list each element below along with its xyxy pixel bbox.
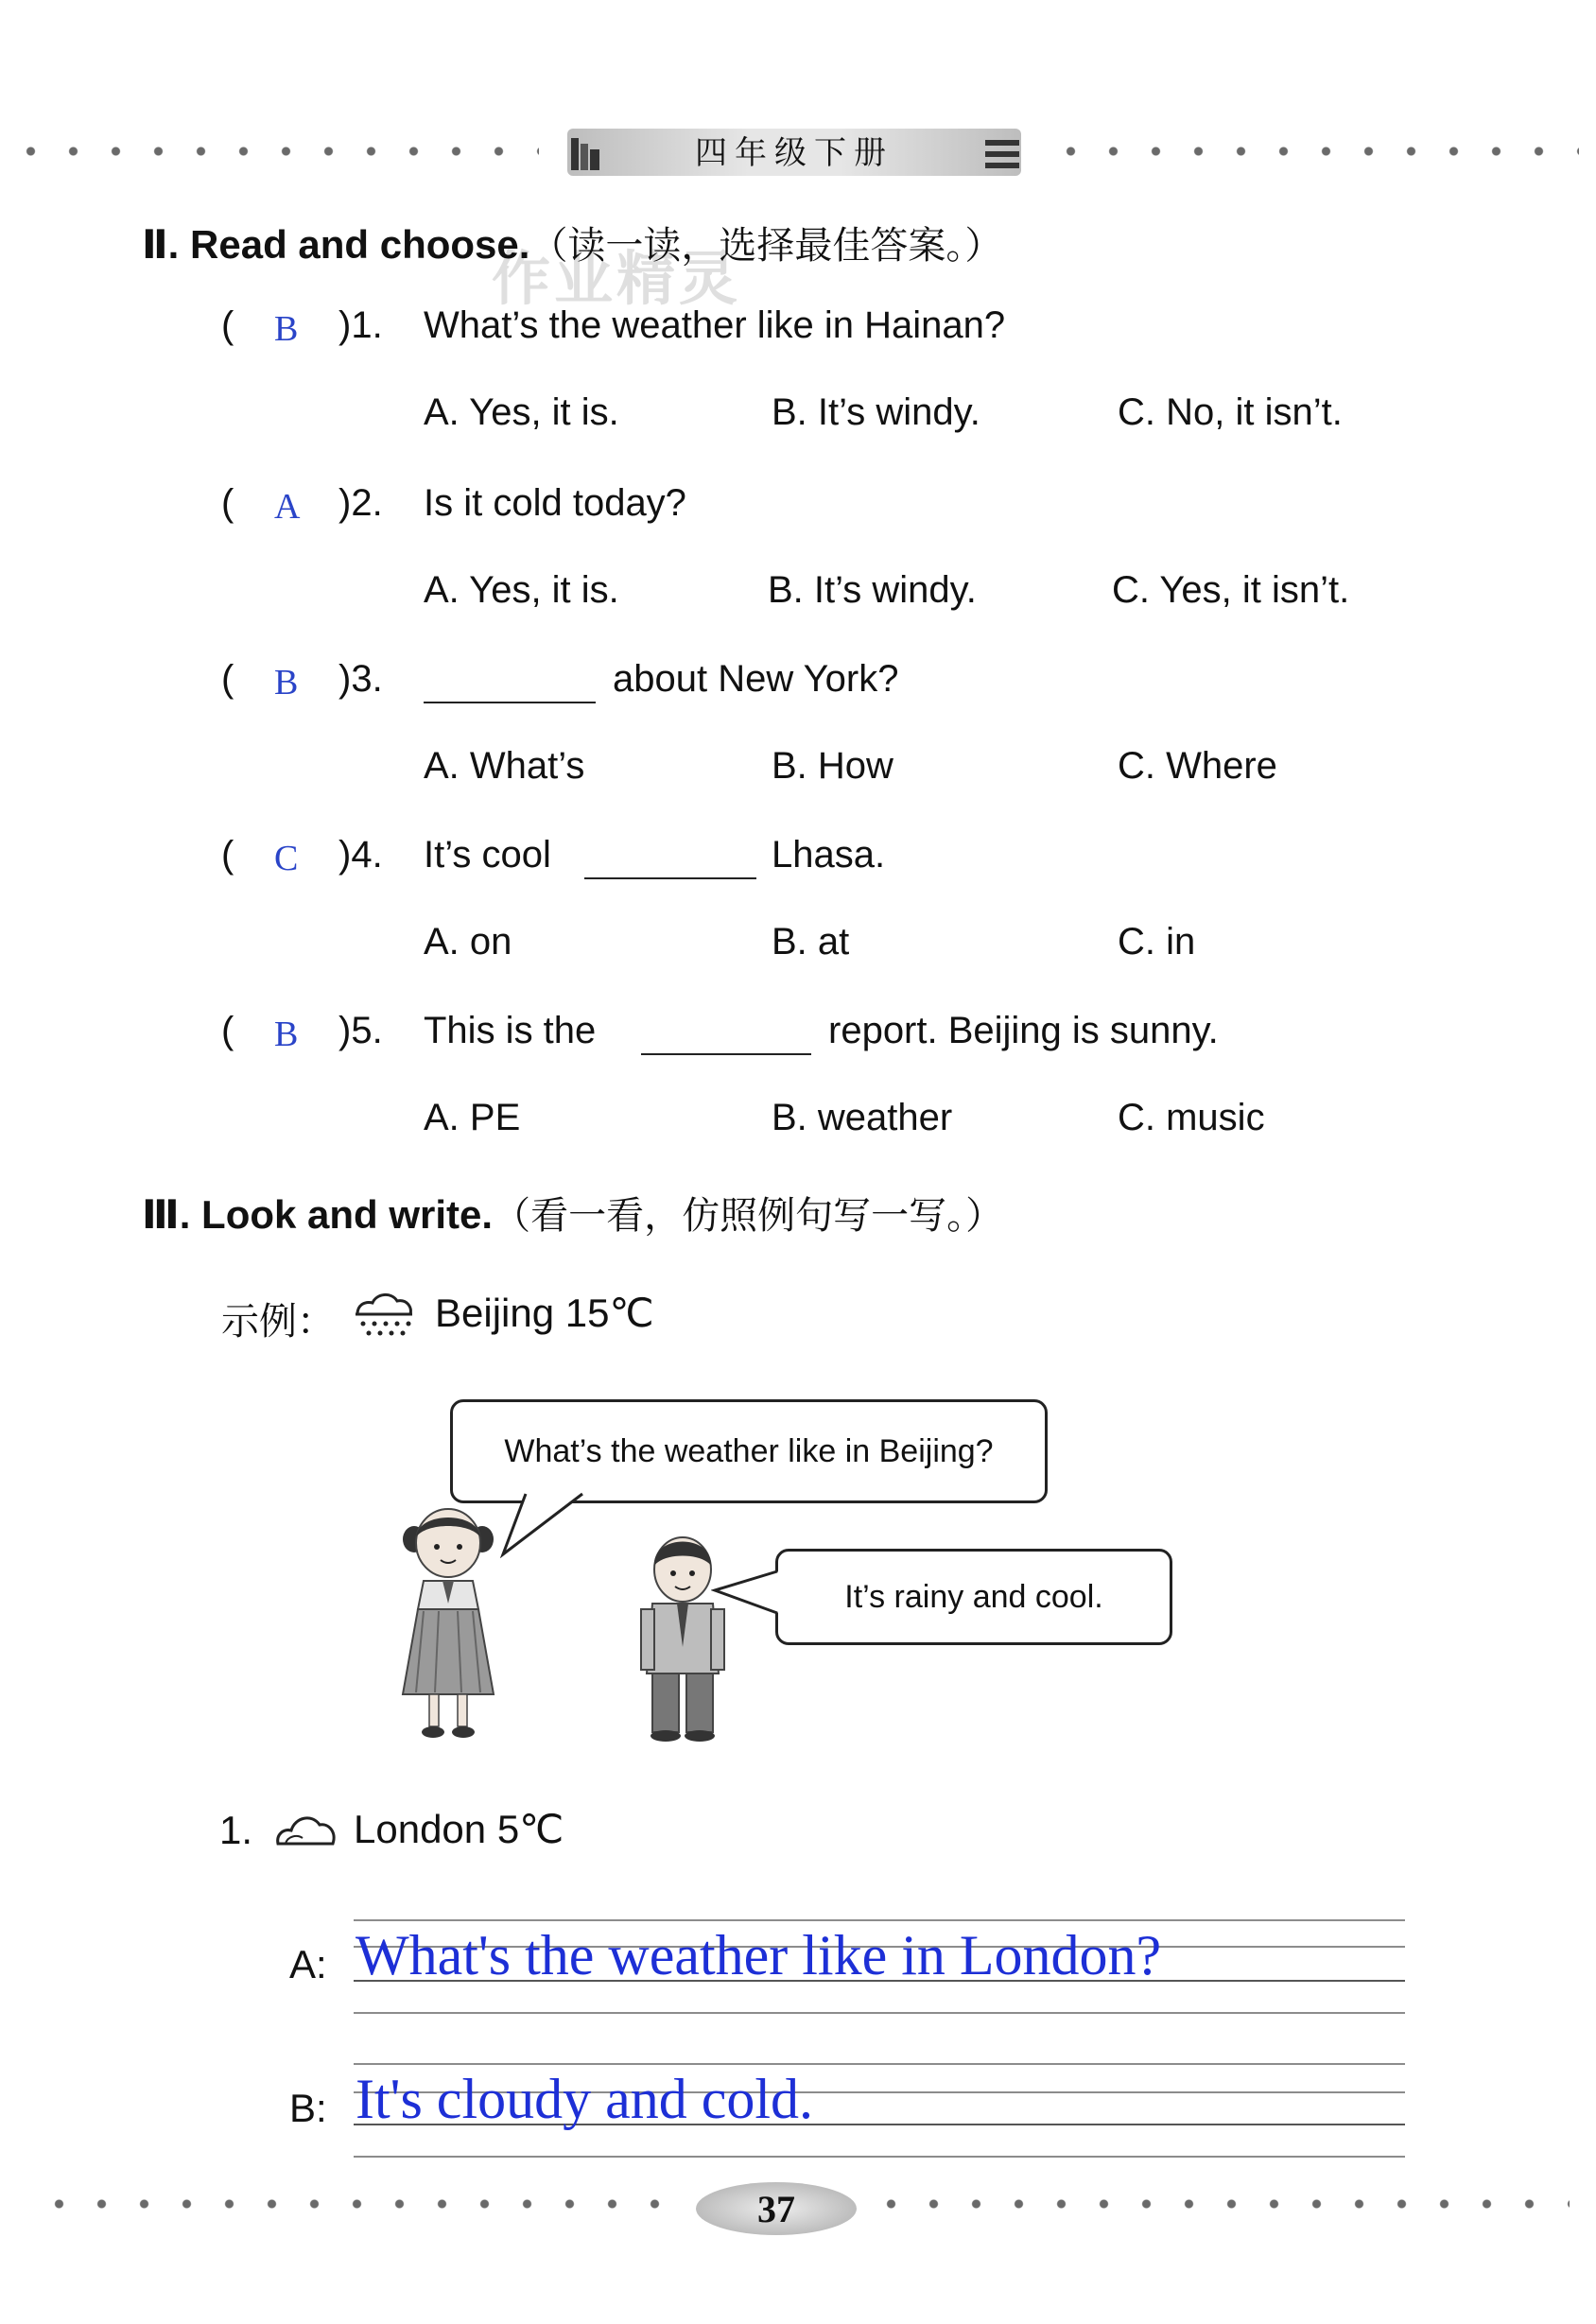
q1-option-c: C. No, it isn’t. (1118, 391, 1343, 433)
q2-option-a: A. Yes, it is. (424, 569, 619, 611)
grade-title: 四年级下册 (695, 134, 893, 172)
q5-text-after: report. Beijing is sunny. (828, 1010, 1219, 1051)
q1-answer: B (274, 309, 299, 349)
q5-paren-open: ( (221, 1010, 234, 1051)
section3-title-cn: （看一看，仿照例句写一写。） (493, 1194, 1004, 1238)
writing-line-a4 (354, 2012, 1405, 2014)
footer-dots-right (870, 2199, 1570, 2209)
q3-text-after: about New York? (613, 658, 899, 700)
q3-option-b: B. How (772, 745, 893, 787)
boy-speech-text: It’s rainy and cool. (844, 1578, 1103, 1615)
q1-option-a: A. Yes, it is. (424, 391, 619, 433)
q2-number: )2. (338, 482, 383, 524)
q4-text: It’s cool (424, 834, 551, 876)
q5-blank (641, 1023, 811, 1055)
q4-blank (584, 847, 756, 879)
section2-title-text: Read and choose. (190, 222, 530, 267)
q1-number: )1. (338, 304, 383, 346)
q4-answer: C (274, 839, 299, 878)
label-a: A: (289, 1942, 327, 1986)
answer-b: It's cloudy and cold. (356, 2068, 814, 2130)
q5-option-c: C. music (1118, 1097, 1265, 1138)
answer-a: What's the weather like in London? (356, 1924, 1162, 1986)
q5-answer: B (274, 1015, 299, 1054)
rain-cloud-icon (350, 1282, 418, 1343)
q2-option-c: C. Yes, it isn’t. (1112, 569, 1350, 611)
writing-line-b1 (354, 2063, 1405, 2065)
q1-option-b: B. It’s windy. (772, 391, 980, 433)
q4-option-b: B. at (772, 921, 850, 963)
cloud-icon (272, 1804, 338, 1849)
header-dots-right (1050, 147, 1579, 156)
q4-option-a: A. on (424, 921, 512, 963)
q5-option-b: B. weather (772, 1097, 953, 1138)
example-text: Beijing 15℃ (435, 1291, 654, 1335)
q4-number: )4. (338, 834, 383, 876)
q4-paren-open: ( (221, 834, 234, 876)
q4-option-c: C. in (1118, 921, 1196, 963)
writing-line-a1 (354, 1919, 1405, 1921)
boy-speech-bubble (775, 1549, 1172, 1645)
q2-paren-open: ( (221, 482, 234, 524)
q1-paren-open: ( (221, 304, 234, 346)
q5-number: )5. (338, 1010, 383, 1051)
example-label: 示例： (221, 1300, 335, 1344)
page-number: 37 (757, 2188, 795, 2230)
girl-illustration (395, 1505, 501, 1742)
section3-title (142, 1186, 1003, 1240)
q2-text: Is it cold today? (424, 482, 686, 524)
q1-text: What’s the weather like in Hainan? (424, 304, 1006, 346)
item1-number: 1. (219, 1808, 253, 1852)
q3-option-c: C. Where (1118, 745, 1277, 787)
q4-text-after: Lhasa. (772, 834, 886, 876)
q3-option-a: A. What’s (424, 745, 585, 787)
footer-dots-left (38, 2199, 681, 2209)
section2-title-cn: （读一读，选择最佳答案。） (529, 224, 1003, 268)
label-b: B: (289, 2086, 327, 2130)
q2-option-b: B. It’s windy. (768, 569, 977, 611)
q5-text: This is the (424, 1010, 597, 1051)
header-dots-left (9, 147, 539, 156)
girl-speech-text: What’s the weather like in Beijing? (504, 1432, 994, 1469)
watermark: 作业精灵 (492, 244, 742, 313)
item1-text: London 5℃ (354, 1807, 564, 1851)
q3-paren-open: ( (221, 658, 234, 700)
q3-blank (424, 671, 596, 703)
section3-title-text: Look and write. (201, 1192, 494, 1237)
q2-answer: A (274, 487, 301, 527)
section2-num: Ⅱ. (142, 222, 180, 267)
q3-number: )3. (338, 658, 383, 700)
q3-answer: B (274, 663, 299, 702)
boy-illustration (632, 1534, 736, 1743)
q5-option-a: A. PE (424, 1097, 521, 1138)
girl-bubble-tail (492, 1492, 605, 1558)
section3-num: Ⅲ. (142, 1192, 191, 1237)
girl-speech-bubble (450, 1399, 1048, 1503)
section2-title (142, 216, 1002, 269)
writing-line-b4 (354, 2156, 1405, 2158)
